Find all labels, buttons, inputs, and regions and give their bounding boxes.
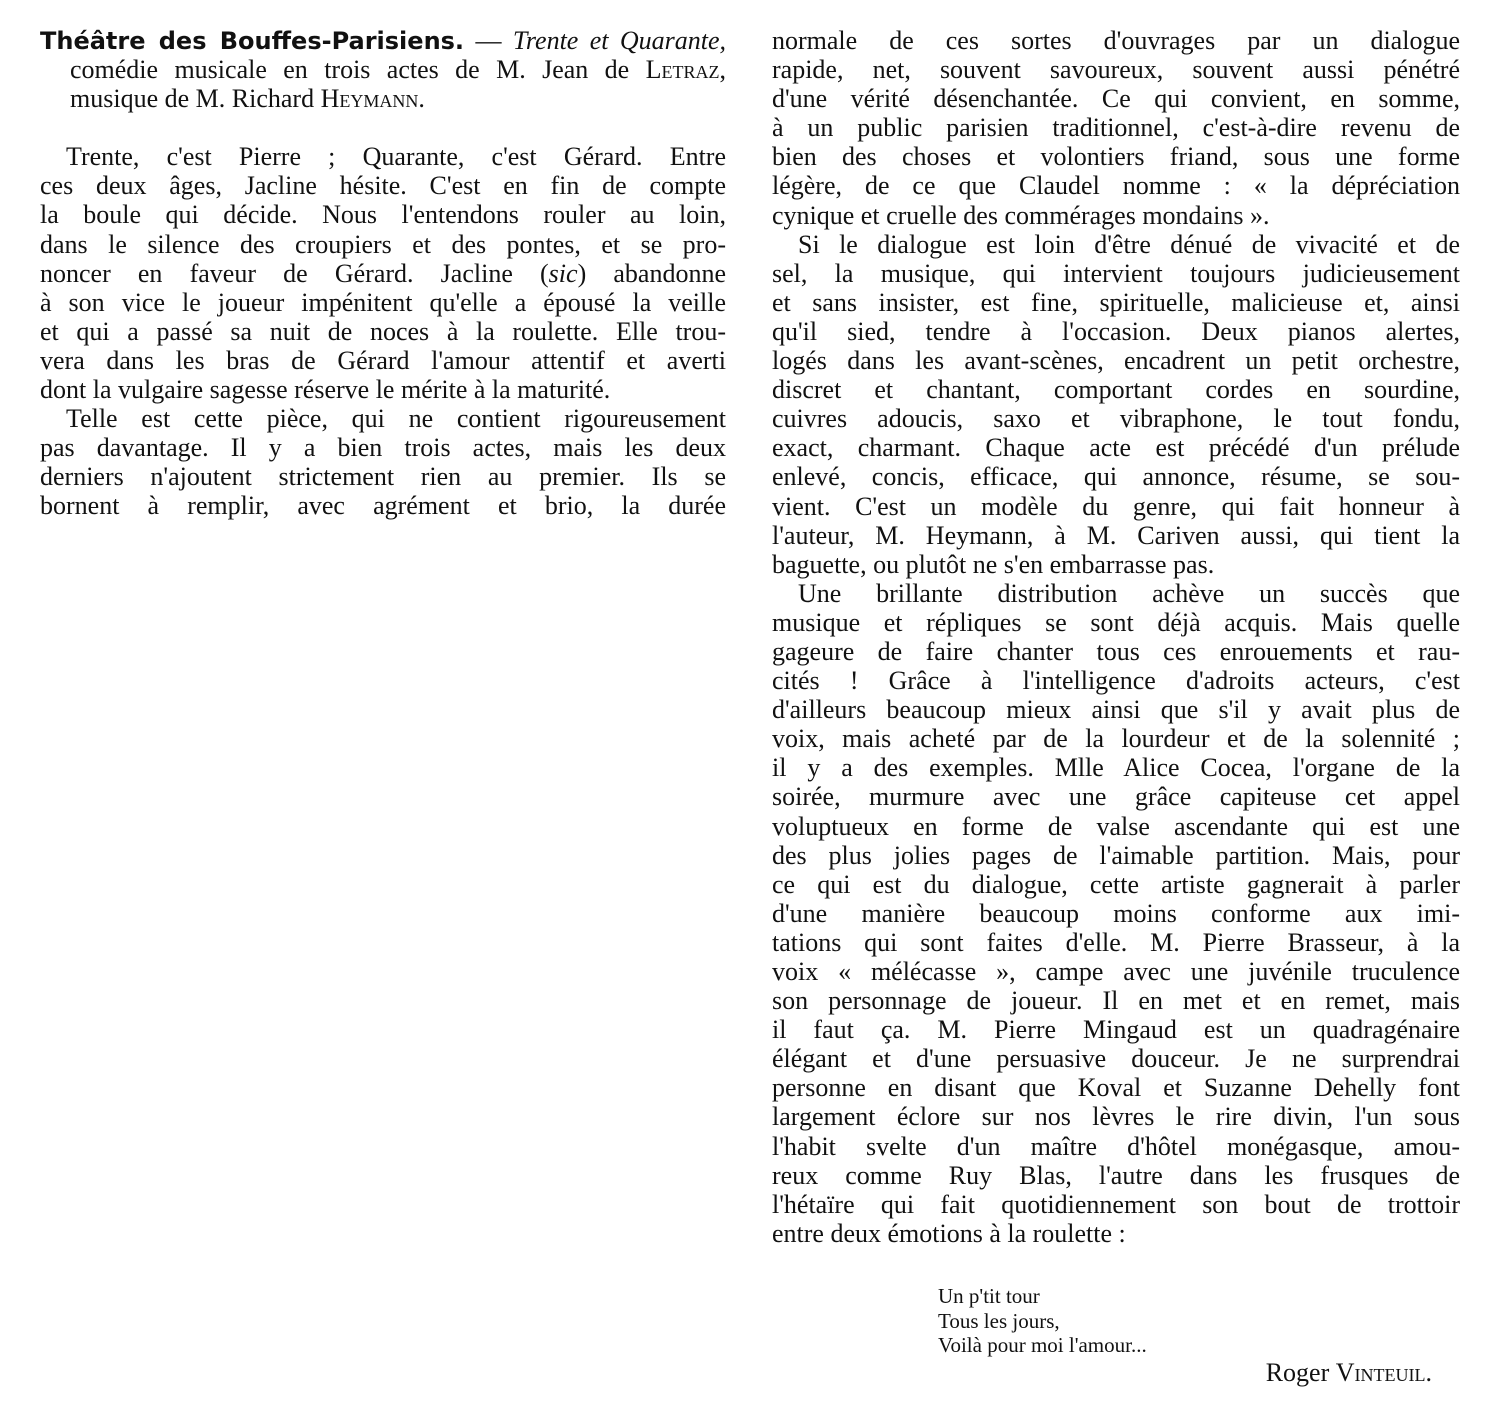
text-line: soirée, murmure avec une grâce capiteuse cet appel bbox=[772, 782, 1460, 812]
text-line: gageure de faire chanter tous ces enrouements et rau- bbox=[772, 636, 1460, 666]
text-line: voix « mélécasse », campe avec une juvénile truculence bbox=[772, 957, 1460, 986]
verse-line: Voilà pour moi l'amour... bbox=[938, 1333, 1147, 1357]
text-line: qu'il sied, tendre à l'occasion. Deux pianos alertes, bbox=[772, 316, 1460, 346]
composer-name: Heymann. bbox=[320, 84, 425, 114]
text-line: Une brillante distribution achève un succès que bbox=[798, 578, 1460, 608]
signature-last-name: Vinteuil. bbox=[1335, 1358, 1432, 1387]
text-line: bornent à remplir, avec agrément et brio, la durée bbox=[40, 491, 726, 521]
text-line: et qui a passé sa nuit de noces à la roulette. Elle trou- bbox=[40, 316, 726, 346]
text-line: ce qui est du dialogue, cette artiste gagnerait à parler bbox=[772, 869, 1460, 899]
text-line: derniers n'ajoutent strictement rien au premier. Ils se bbox=[40, 462, 726, 492]
review-heading-line-3 bbox=[40, 84, 726, 113]
text-line: des plus jolies pages de l'aimable partition. Mais, pour bbox=[772, 840, 1460, 870]
text-line: ces deux âges, Jacline hésite. C'est en fin de compte bbox=[40, 171, 726, 201]
text-line: il y a des exemples. Mlle Alice Cocea, l'organe de la bbox=[772, 753, 1460, 783]
text-line: voix, mais acheté par de la lourdeur et de la solennité ; bbox=[772, 724, 1460, 754]
text-line: tations qui sont faites d'elle. M. Pierre Brasseur, à la bbox=[772, 927, 1460, 957]
text-line: d'ailleurs beaucoup mieux ainsi que s'il y avait plus de bbox=[772, 695, 1460, 725]
text-line: personne en disant que Koval et Suzanne Dehelly font bbox=[772, 1073, 1460, 1103]
play-title: Trente et Quarante, bbox=[512, 26, 727, 55]
text-line: entre deux émotions à la roulette : bbox=[772, 1218, 1126, 1248]
text-line: vient. C'est un modèle du genre, qui fait honneur à bbox=[772, 491, 1460, 521]
text-line: cuivres adoucis, saxo et vibraphone, le tout fondu, bbox=[772, 404, 1460, 434]
text-line: sel, la musique, qui intervient toujours judicieusement bbox=[772, 258, 1460, 288]
venue-name: Théâtre des Bouffes-Parisiens. bbox=[40, 27, 465, 55]
text-line: enlevé, concis, efficace, qui annonce, résume, se sou- bbox=[772, 462, 1460, 492]
author-name: Letraz, bbox=[645, 55, 726, 85]
text-line: pas davantage. Il y a bien trois actes, mais les deux bbox=[40, 433, 726, 463]
text-line: baguette, ou plutôt ne s'en embarrasse pas. bbox=[772, 549, 1215, 579]
text-line: d'une vérité désenchantée. Ce qui convient, en somme, bbox=[772, 84, 1460, 114]
text-line: à un public parisien traditionnel, c'est-à-dire revenu de bbox=[772, 113, 1460, 143]
text-line: et sans insister, est fine, spirituelle, malicieuse et, ainsi bbox=[772, 287, 1460, 317]
text-line: cités ! Grâce à l'intelligence d'adroits acteurs, c'est bbox=[772, 666, 1460, 696]
text-line: son personnage de joueur. Il en met et en remet, mais bbox=[772, 986, 1460, 1016]
text-line: largement éclore sur nos lèvres le rire divin, l'un sous bbox=[772, 1102, 1460, 1132]
text-line: reux comme Ruy Blas, l'autre dans les frusques de bbox=[772, 1160, 1460, 1190]
sic-italic: sic bbox=[548, 258, 578, 288]
text-line: exact, charmant. Chaque acte est précédé d'un prélude bbox=[772, 433, 1460, 463]
text-line: dans le silence des croupiers et des pontes, et se pro- bbox=[40, 229, 726, 259]
heading-dash: — bbox=[464, 26, 513, 55]
text-line: noncer en faveur de Gérard. Jacline (sic) abandonne bbox=[40, 258, 726, 288]
text-line: Trente, c'est Pierre ; Quarante, c'est Gérard. Entre bbox=[66, 142, 726, 172]
song-verse bbox=[938, 1284, 1147, 1358]
right-column bbox=[772, 26, 1460, 1248]
heading-line3-text: musique de M. Richard bbox=[70, 84, 321, 114]
text-line: l'auteur, M. Heymann, à M. Cariven aussi, qui tient la bbox=[772, 520, 1460, 550]
review-heading-line-2 bbox=[40, 55, 726, 84]
text-line: élégant et d'une persuasive douceur. Je ne surprendrai bbox=[772, 1044, 1460, 1074]
text-line: il faut ça. M. Pierre Mingaud est un quadragénaire bbox=[772, 1015, 1460, 1045]
text-line: dont la vulgaire sagesse réserve le mérite à la maturité. bbox=[40, 375, 611, 405]
text-line: Telle est cette pièce, qui ne contient rigoureusement bbox=[66, 404, 726, 434]
verse-line: Tous les jours, bbox=[938, 1308, 1060, 1333]
text-line: logés dans les avant-scènes, encadrent un petit orchestre, bbox=[772, 346, 1460, 376]
text-line: rapide, net, souvent savoureux, souvent aussi pénétré bbox=[772, 55, 1460, 85]
text-line: l'hétaïre qui fait quotidiennement son bout de trottoir bbox=[772, 1189, 1460, 1219]
text-line: à son vice le joueur impénitent qu'elle a épousé la veille bbox=[40, 287, 726, 317]
text-line: légère, de ce que Claudel nomme : « la dépréciation bbox=[772, 171, 1460, 201]
review-heading-line-1 bbox=[40, 26, 726, 55]
text-line: cynique et cruelle des commérages mondains ». bbox=[772, 200, 1270, 230]
signature-first-name: Roger bbox=[1265, 1358, 1336, 1387]
paragraph-gap bbox=[40, 113, 726, 142]
left-column bbox=[40, 26, 726, 521]
text-line: la boule qui décide. Nous l'entendons rouler au loin, bbox=[40, 200, 726, 230]
author-signature bbox=[1266, 1358, 1432, 1388]
text-line: bien des choses et volontiers friand, sous une forme bbox=[772, 142, 1460, 172]
text-line: l'habit svelte d'un maître d'hôtel monégasque, amou- bbox=[772, 1131, 1460, 1161]
text-line: Si le dialogue est loin d'être dénué de vivacité et de bbox=[798, 229, 1460, 259]
heading-line2-text: comédie musicale en trois actes de M. Jean de bbox=[70, 55, 646, 85]
text-line: d'une manière beaucoup moins conforme aux imi- bbox=[772, 898, 1460, 928]
text-line: musique et répliques se sont déjà acquis. Mais quelle bbox=[772, 607, 1460, 637]
text-line: normale de ces sortes d'ouvrages par un dialogue bbox=[772, 26, 1460, 55]
text-line: vera dans les bras de Gérard l'amour attentif et averti bbox=[40, 345, 726, 375]
verse-line: Un p'tit tour bbox=[938, 1284, 1040, 1308]
text-line: discret et chantant, comportant cordes en sourdine, bbox=[772, 375, 1460, 405]
text-line: voluptueux en forme de valse ascendante qui est une bbox=[772, 811, 1460, 841]
